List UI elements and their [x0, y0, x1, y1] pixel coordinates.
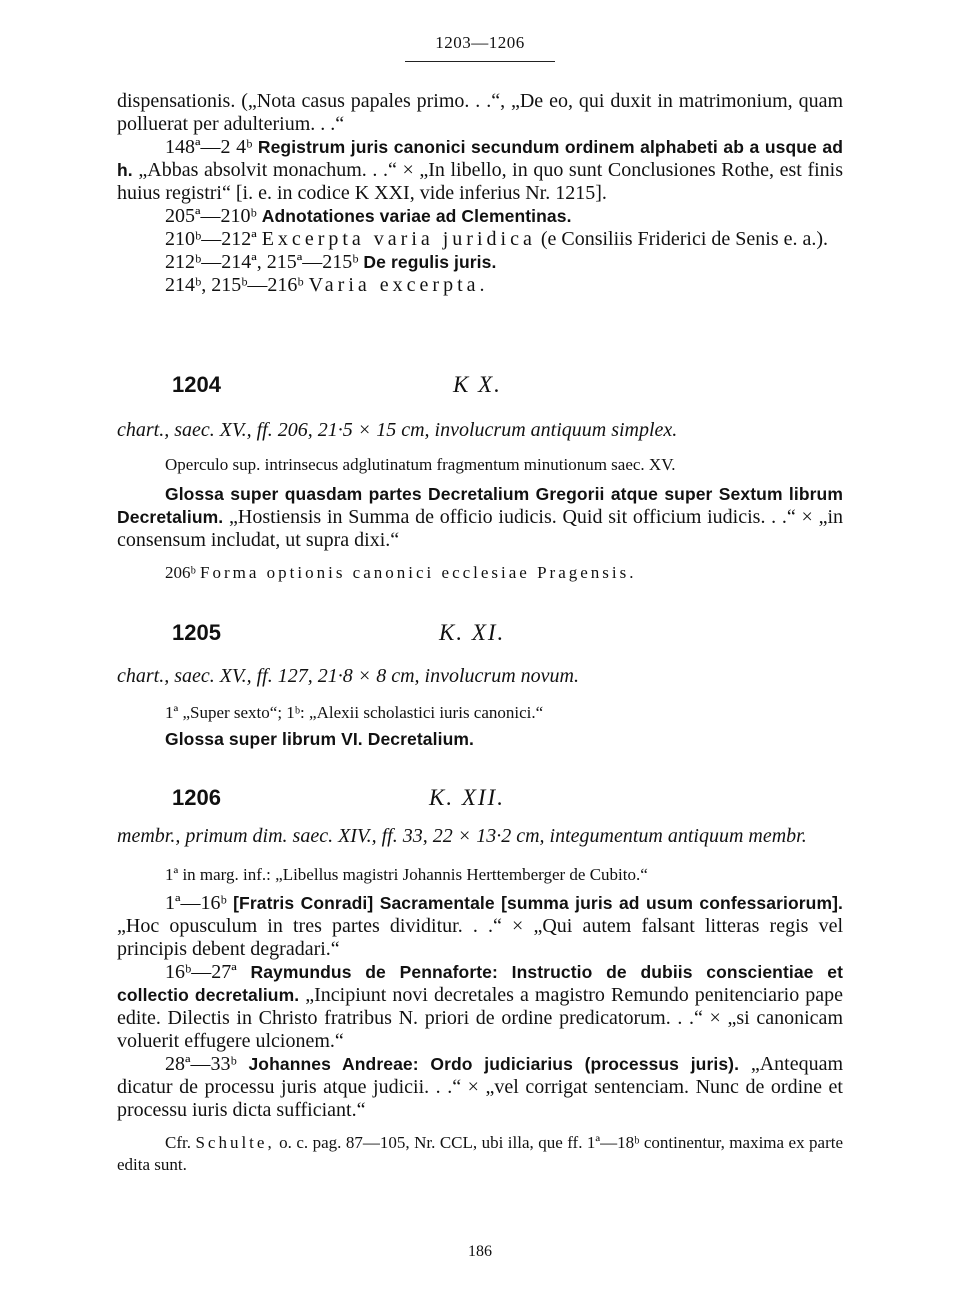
entry-1205-content [117, 728, 843, 751]
entry-1203-item-regulis [117, 251, 843, 274]
folio-ref: 214ᵇ, 215ᵇ—216ᵇ [165, 274, 304, 296]
item-text: „Incipiunt novi decretales a magistro Remundo penitenciario pape edite. Dilectis in Christo fratribus N. priori de ordine predicatorum. . .“ × „si canonicam voluerit effugere ulcionem.“ [117, 984, 844, 1052]
entry-1205 [117, 663, 843, 751]
entry-number-1205: 1205 [172, 620, 221, 645]
page-number: 186 [468, 1243, 492, 1260]
item-title: De regulis juris. [363, 252, 497, 272]
cfr-author: Schulte, [195, 1133, 275, 1152]
item-text: „Hoc opusculum in tres partes dividitur. . .“ × „Qui autem falsant litteras regis vel principis debent degradari.“ [117, 915, 843, 960]
entry-1206-item-andreae [117, 1053, 843, 1122]
entry-1206-item-sacramentale [117, 892, 843, 961]
folio-ref: 205ª—210ᵇ [165, 205, 257, 227]
item-title: [Fratris Conradi] Sacramentale [summa juris ad usum confessariorum]. [233, 893, 843, 913]
folio-ref: 210ᵇ—212ª [165, 228, 257, 250]
entry-1205-note: 1ª „Super sexto“; 1ᵇ: „Alexii scholastici iuris canonici.“ [165, 703, 544, 722]
entry-1206-description: membr., primum dim. saec. XIV., ff. 33, 22 × 13·2 cm, integumentum antiquum membr. [117, 825, 807, 847]
entry-1206-cfr [117, 1132, 843, 1176]
item-title: Raymundus de Pennaforte: Instructio de dubiis conscientiae et collectio decretalium. [117, 962, 843, 1005]
running-header: 1203—1206 [435, 33, 525, 52]
entry-number-1204: 1204 [172, 372, 221, 397]
entry-1203-item-registrum [117, 136, 843, 205]
shelfmark-1205: K. XI. [439, 620, 506, 645]
item-spaced-title: Excerpta varia juridica [261, 228, 536, 250]
folio-ref: 206ᵇ [165, 563, 196, 582]
folio-ref: 28ª—33ᵇ [165, 1053, 237, 1075]
entry-1203-item-adnotationes [117, 205, 843, 228]
entry-1204-forma [117, 562, 843, 584]
entry-1203-item-excerpta [117, 228, 843, 251]
entry-1206 [117, 823, 843, 1176]
entry-1206-note: 1ª in marg. inf.: „Libellus magistri Johannis Herttemberger de Cubito.“ [165, 865, 648, 884]
cfr-label: Cfr. [165, 1133, 191, 1152]
item-title: Glossa super librum VI. Decretalium. [165, 729, 474, 749]
entry-1203-continuation [117, 90, 843, 297]
entry-1204-content [117, 483, 843, 552]
folio-ref: 16ᵇ—27ª [165, 961, 237, 983]
item-title: Registrum juris canonici secundum ordinem alphabeti ab a usque ad h. [117, 137, 844, 180]
entry-1205-description: chart., saec. XV., ff. 127, 21·8 × 8 cm, involucrum novum. [117, 665, 579, 687]
header-rule [405, 61, 555, 62]
item-text: „Abbas absolvit monachum. . .“ × „In libello, in quo sunt Conclusiones Rothe, est finis huius registri“ [i. e. in codice K XXI, vide inferius Nr. 1215]. [117, 159, 843, 204]
shelfmark-1206: K. XII. [429, 785, 505, 810]
entry-1204-note: Operculo sup. intrinsecus adglutinatum fragmentum minutionum saec. XV. [165, 455, 676, 474]
entry-1204-description: chart., saec. XV., ff. 206, 21·5 × 15 cm, involucrum antiquum simplex. [117, 419, 678, 441]
item-title: Glossa super quasdam partes Decretalium Gregorii atque super Sextum librum Decretalium. [117, 484, 843, 527]
item-spaced-title: Varia excerpta. [308, 274, 489, 296]
folio-ref: 212ᵇ—214ª, 215ª—215ᵇ [165, 251, 359, 273]
entry-number-1206: 1206 [172, 785, 221, 810]
item-text: (e Consiliis Friderici de Senis e. a.). [540, 228, 829, 250]
cfr-text: o. c. pag. 87—105, Nr. CCL, ubi illa, que ff. 1ª—18ᵇ continentur, maxima ex parte edita sunt. [117, 1133, 844, 1174]
item-text: „Antequam dicatur de processu juris atque judicii. . .“ × „vel corrigat sentenciam. Nunc de ordine et processu iuris dicta sufficiant.“ [117, 1053, 843, 1121]
shelfmark-1204: K X. [453, 372, 502, 397]
item-spaced-title: Forma optionis canonici ecclesiae Pragensis. [200, 563, 637, 582]
entry-1203-text-1: dispensationis. („Nota casus papales primo. . .“, „De eo, qui duxit in matrimonium, quam polluerat per adulterium. . .“ [117, 90, 843, 135]
entry-1204 [117, 417, 843, 584]
item-text: „Hostiensis in Summa de officio iudicis. Quid sit officium iudicis. . .“ × „in consensum includat, ut supra dixi.“ [117, 506, 843, 551]
entry-1206-item-raymundus [117, 961, 843, 1053]
entry-1203-item-varia [117, 274, 843, 297]
item-title: Adnotationes variae ad Clementinas. [261, 206, 572, 226]
folio-ref: 1ª—16ᵇ [165, 892, 227, 914]
item-title: Johannes Andreae: Ordo judiciarius (processus juris). [248, 1054, 740, 1074]
folio-ref: 148ª—2 4ᵇ [165, 136, 253, 158]
